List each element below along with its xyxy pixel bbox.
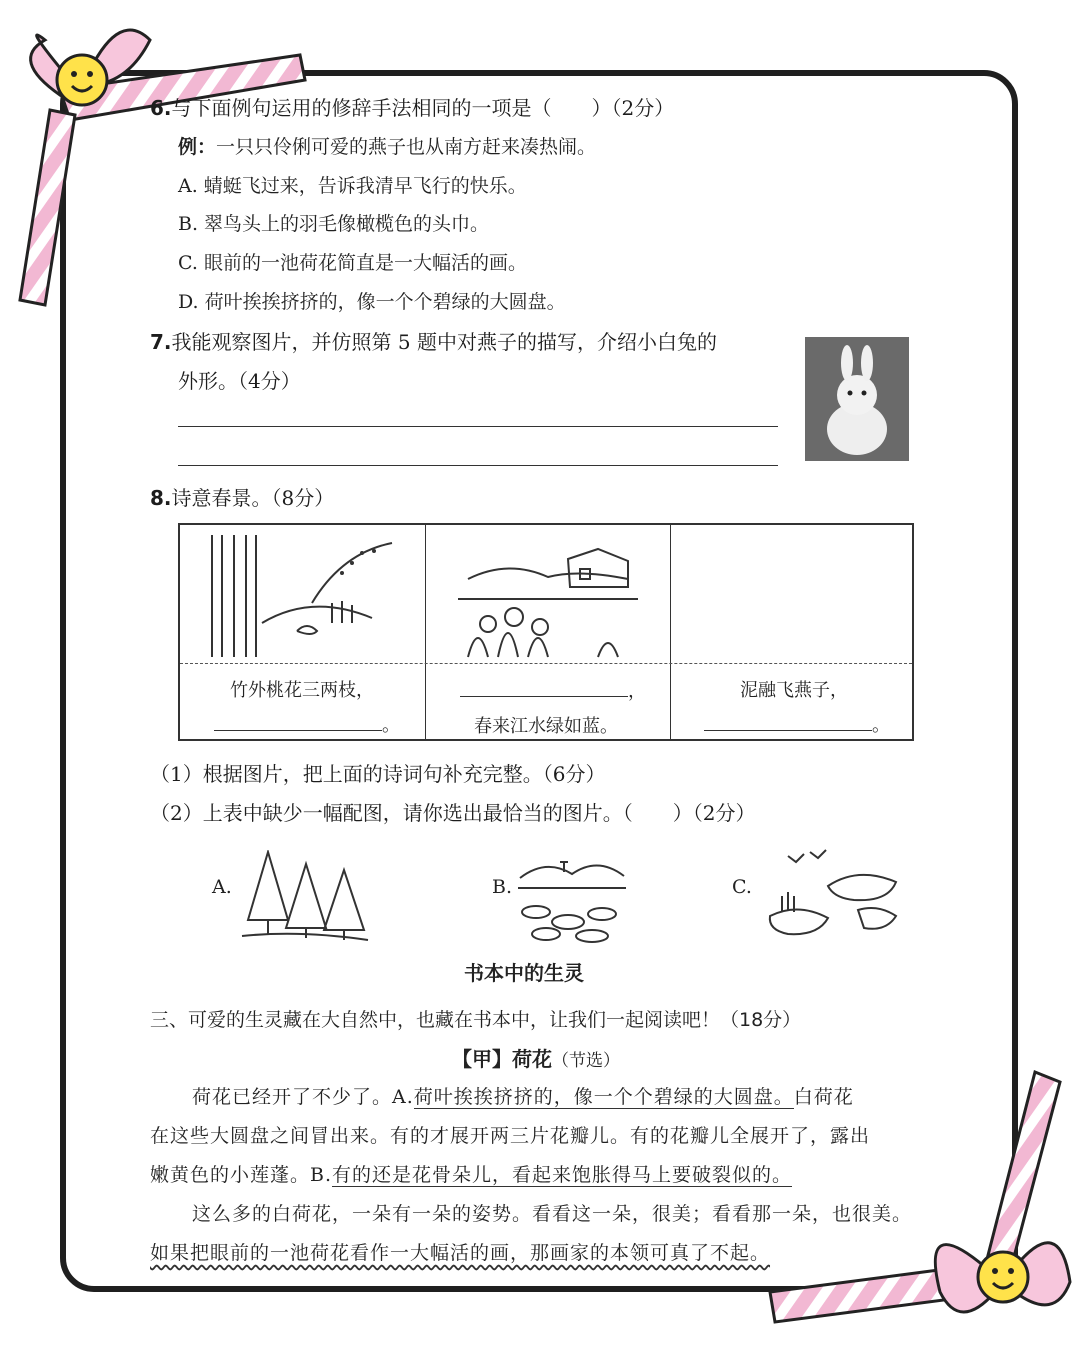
river-house-picture (448, 539, 648, 663)
q6-option-a: A. 蜻蜓飞过来，告诉我清早飞行的快乐。 (178, 175, 527, 197)
poem-cell-1-blank: 。 (214, 710, 400, 737)
swallows-stream-picture[interactable] (758, 846, 902, 942)
poem-cell-1: 竹外桃花三两枝， (230, 680, 374, 701)
q8-sub1: （1）根据图片，把上面的诗词句补充完整。（6分） (150, 762, 606, 786)
passage-line-2: 在这些大圆盘之间冒出来。有的才展开两三片花瓣儿。有的花瓣儿全展开了，露出 (150, 1125, 871, 1147)
choice-c-label: C. (732, 876, 752, 898)
bamboo-peach-picture (202, 533, 402, 657)
choice-b-label: B. (492, 876, 513, 898)
passage-line-5: 如果把眼前的一池荷花看作一大幅活的画，那画家的本领可真了不起。 (150, 1242, 771, 1264)
pine-trees-picture[interactable] (240, 850, 370, 942)
passage-line-1: 荷花已经开了不少了。A.荷叶挨挨挤挤的，像一个个碧绿的大圆盘。白荷花 (192, 1086, 854, 1108)
section-title: 书本中的生灵 (464, 961, 584, 985)
q7-answer-line-2[interactable] (178, 465, 778, 466)
poem-table (178, 523, 914, 741)
lotus-pond-picture[interactable] (516, 852, 628, 944)
q7-stem-line2: 外形。（4分） (178, 369, 301, 393)
smiley-icon (978, 1252, 1028, 1302)
poem-cell-3: 泥融飞燕子， (740, 680, 848, 701)
q8-sub2: （2）上表中缺少一幅配图，请你选出最恰当的图片。（ ）（2分） (150, 801, 756, 825)
poem-cell-2-blank: ， (460, 676, 646, 703)
q6-example: 例：一只只伶俐可爱的燕子也从南方赶来凑热闹。 (178, 136, 597, 158)
q7-answer-line-1[interactable] (178, 426, 778, 427)
poem-blank-2[interactable] (460, 676, 628, 697)
poem-blank-1[interactable] (214, 710, 382, 731)
q8-stem: 8.诗意春景。（8分） (150, 486, 335, 510)
q7-stem: 7.我能观察图片，并仿照第 5 题中对燕子的描写，介绍小白兔的 (150, 330, 717, 354)
rabbit-photo (805, 337, 909, 461)
poem-blank-3[interactable] (704, 710, 872, 731)
poem-cell-3-blank: 。 (704, 710, 890, 737)
passage-title: 【甲】荷花（节选） (452, 1047, 620, 1071)
smiley-icon (57, 55, 107, 105)
q6-option-d: D. 荷叶挨挨挤挤的，像一个个碧绿的大圆盘。 (178, 291, 566, 313)
passage-line-3: 嫩黄色的小莲蓬。B.有的还是花骨朵儿，看起来饱胀得马上要破裂似的。 (150, 1164, 793, 1186)
q6-option-b: B. 翠鸟头上的羽毛像橄榄色的头巾。 (178, 213, 490, 235)
q6-option-c: C. 眼前的一池荷花简直是一大幅活的画。 (178, 252, 527, 274)
q6-stem: 6.与下面例句运用的修辞手法相同的一项是（ ）（2分） (150, 96, 675, 120)
part3-heading: 三、可爱的生灵藏在大自然中，也藏在书本中，让我们一起阅读吧！（18分） (150, 1009, 802, 1031)
choice-a-label: A. (212, 876, 232, 898)
passage-line-4: 这么多的白荷花，一朵有一朵的姿势。看看这一朵，很美；看看那一朵，也很美。 (192, 1203, 913, 1225)
poem-cell-2: 春来江水绿如蓝。 (474, 716, 618, 737)
